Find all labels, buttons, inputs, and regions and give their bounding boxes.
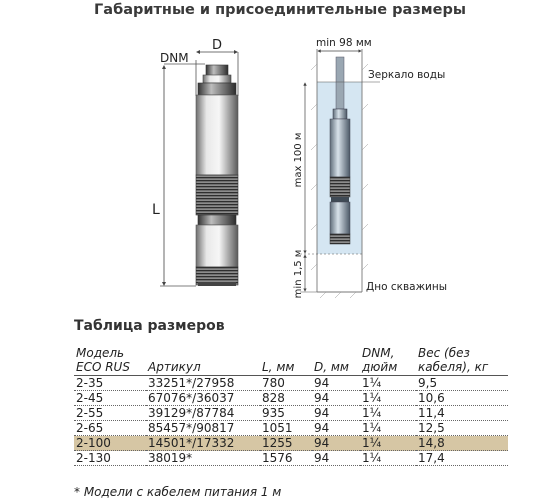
header-dnm-line2: дюйм — [362, 360, 398, 374]
cell-length: 1051 — [260, 421, 312, 436]
cell-dnm: 1¼ — [360, 436, 416, 451]
min-width-label: min 98 мм — [316, 37, 372, 49]
cell-dnm: 1¼ — [360, 406, 416, 421]
cell-article: 14501*/17332 — [146, 436, 260, 451]
cell-article: 33251*/27958 — [146, 376, 260, 391]
header-length: L, мм — [260, 346, 312, 376]
cell-article: 67076*/36037 — [146, 391, 260, 406]
header-diameter: D, мм — [312, 346, 360, 376]
cell-length: 935 — [260, 406, 312, 421]
cell-length: 780 — [260, 376, 312, 391]
cell-model: 2-45 — [74, 391, 146, 406]
cell-length: 1576 — [260, 451, 312, 466]
page-title: Габаритные и присоединительные размеры — [94, 2, 466, 18]
table-row — [74, 421, 508, 436]
cell-dnm: 1¼ — [360, 451, 416, 466]
table-title: Таблица размеров — [74, 318, 225, 334]
cell-weight: 9,5 — [416, 376, 508, 391]
table-row — [74, 376, 508, 391]
cell-dnm: 1¼ — [360, 391, 416, 406]
cell-weight: 12,5 — [416, 421, 508, 436]
cell-model: 2-55 — [74, 406, 146, 421]
cell-weight: 17,4 — [416, 451, 508, 466]
cell-weight: 14,8 — [416, 436, 508, 451]
header-dnm — [360, 346, 416, 376]
header-dnm-line1: DNM, — [362, 346, 395, 360]
cell-dnm: 1¼ — [360, 421, 416, 436]
header-weight-line1: Вес (без — [418, 346, 470, 360]
l-label: L — [152, 202, 160, 218]
header-article: Артикул — [146, 346, 260, 376]
pump-left — [196, 65, 238, 286]
footnote: * Модели с кабелем питания 1 м — [74, 485, 282, 499]
cell-length: 1255 — [260, 436, 312, 451]
header-weight — [416, 346, 508, 376]
table-row — [74, 436, 508, 451]
cell-article: 85457*/90817 — [146, 421, 260, 436]
cell-weight: 10,6 — [416, 391, 508, 406]
header-model-line2: ECO RUS — [76, 360, 130, 374]
dnm-label: DNM — [160, 51, 189, 65]
cell-weight: 11,4 — [416, 406, 508, 421]
table-header-row — [74, 346, 508, 376]
cell-length: 828 — [260, 391, 312, 406]
cell-diameter: 94 — [312, 391, 360, 406]
cell-article: 38019* — [146, 451, 260, 466]
cell-model: 2-130 — [74, 451, 146, 466]
cell-model: 2-100 — [74, 436, 146, 451]
cell-article: 39129*/87784 — [146, 406, 260, 421]
min-depth-label: min 1,5 м — [293, 249, 304, 299]
d-label: D — [212, 38, 223, 53]
cell-diameter: 94 — [312, 421, 360, 436]
cell-diameter: 94 — [312, 436, 360, 451]
header-weight-line2: кабеля), кг — [418, 360, 489, 374]
cell-diameter: 94 — [312, 406, 360, 421]
cell-model: 2-35 — [74, 376, 146, 391]
cell-model: 2-65 — [74, 421, 146, 436]
cell-dnm: 1¼ — [360, 376, 416, 391]
table-row — [74, 406, 508, 421]
sizes-table — [74, 346, 508, 466]
well-diagram — [300, 49, 380, 298]
table-row — [74, 451, 508, 466]
header-model — [74, 346, 146, 376]
well-bottom-label: Дно скважины — [366, 281, 448, 293]
water-mirror-label: Зеркало воды — [368, 69, 446, 81]
max-depth-label: max 100 м — [293, 132, 304, 188]
header-model-line1: Модель — [76, 346, 125, 360]
cell-diameter: 94 — [312, 451, 360, 466]
cell-diameter: 94 — [312, 376, 360, 391]
table-row — [74, 391, 508, 406]
